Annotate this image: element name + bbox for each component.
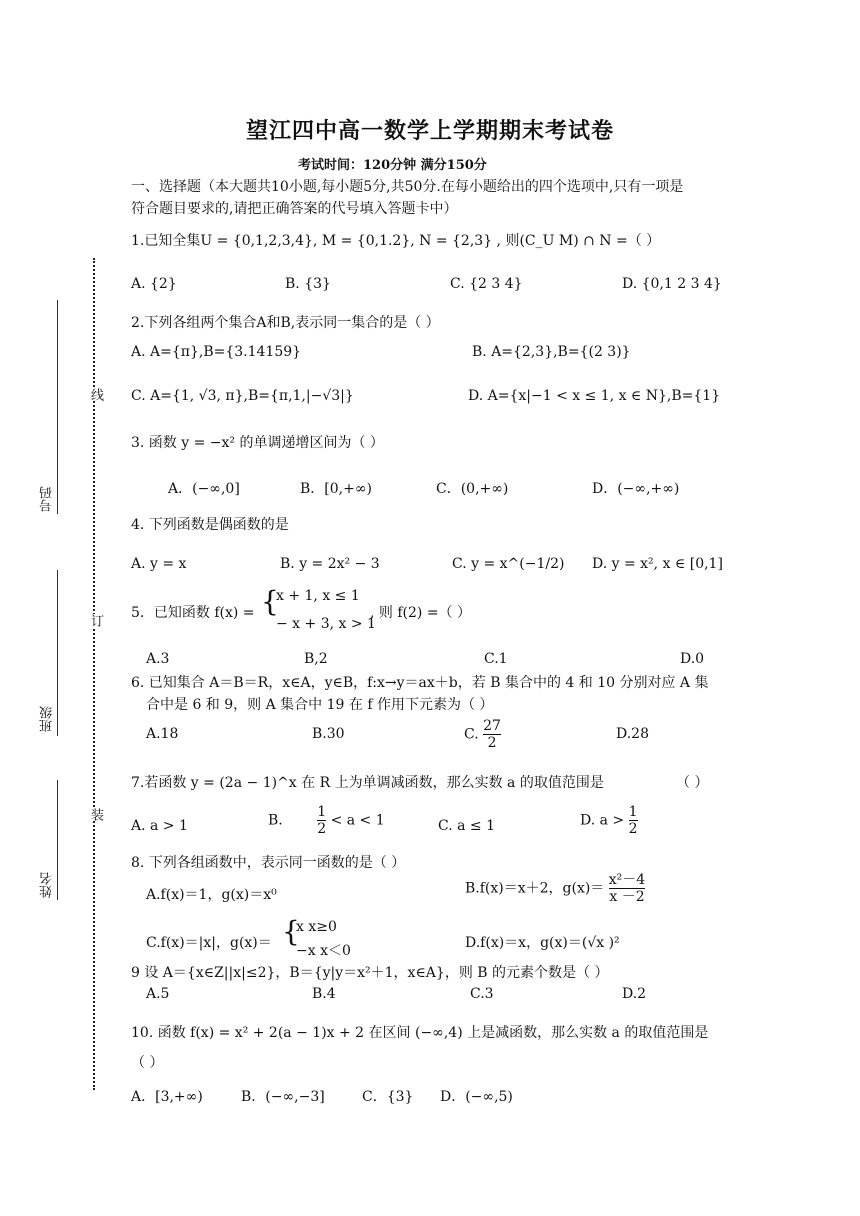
section-intro-line2: 符合题目要求的,请把正确答案的代号填入答题卡中） (131, 201, 458, 217)
q5-option-a[interactable]: A.3 (146, 651, 170, 667)
q8-option-b-fraction (609, 872, 645, 905)
binding-mark-xian: 线 (88, 388, 103, 401)
name-blank[interactable] (57, 780, 58, 900)
q6-stem-line1: 6. 已知集合 A＝B＝R，x∈A，y∈B，f:x→y＝ax＋b，若 B 集合中的 4 和 10 分别对应 A 集 (131, 675, 709, 691)
q1-stem: 1.已知全集U = {0,1,2,3,4}, M = {0,1.2}, N = {2,3} , 则(C_U M) ∩ N =（ ） (131, 233, 661, 249)
q7-option-b-label: B. (268, 812, 283, 829)
class-blank[interactable] (57, 570, 58, 736)
q8-option-c-label[interactable]: C.f(x)＝|x|，g(x)＝ (146, 935, 272, 951)
q6-option-c-label: C. (464, 726, 479, 743)
q5-piece2: − x + 3, x > 1 (276, 616, 376, 632)
q5-brace: { (261, 585, 279, 618)
q9-option-d[interactable]: D.2 (622, 986, 647, 1002)
q8-option-d[interactable]: D.f(x)＝x，g(x)＝(√x )² (465, 935, 620, 951)
q2-option-c[interactable]: C. A={1, √3, π},B={π,1,|−√3|} (131, 388, 354, 404)
q7-option-b-rest: < a < 1 (330, 812, 385, 829)
q7-option-d-label: D. a > (580, 812, 625, 829)
section-intro-line1: 一、选择题（本大题共10小题,每小题5分,共50分.在每小题给出的四个选项中,只有一项是 (131, 179, 684, 195)
binding-mark-zhuang: 装 (88, 808, 103, 821)
q10-option-a[interactable]: A．[3,+∞) (131, 1089, 203, 1105)
q8-option-b-label: B.f(x)＝x＋2，g(x)＝ (465, 880, 605, 897)
q1-option-d[interactable]: D. {0,1 2 3 4} (622, 276, 722, 292)
binding-mark-ding: 订 (88, 614, 103, 627)
q7-b-numerator: 1 (317, 804, 327, 820)
exam-subtitle: 考试时间：120分钟 满分150分 (298, 158, 487, 173)
q6-c-denominator: 2 (487, 735, 497, 751)
q4-stem: 4. 下列函数是偶函数的是 (131, 517, 289, 533)
q9-option-c[interactable]: C.3 (470, 986, 494, 1002)
id-number-blank[interactable] (57, 300, 58, 514)
q4-option-b[interactable]: B. y = 2x² − 3 (280, 556, 380, 572)
q10-option-b[interactable]: B．(−∞,−3] (241, 1089, 325, 1105)
q7-b-denominator: 2 (317, 821, 327, 837)
q6-option-b[interactable]: B.30 (312, 726, 345, 742)
q6-c-numerator: 27 (483, 718, 501, 734)
q10-option-c[interactable]: C．{3} (362, 1089, 414, 1105)
q4-option-a[interactable]: A. y = x (131, 556, 187, 572)
q2-option-a[interactable]: A. A={π},B={3.14159} (131, 344, 302, 360)
q5-piece1: x + 1, x ≤ 1 (276, 588, 360, 604)
q9-option-b[interactable]: B.4 (312, 986, 336, 1002)
id-number-label: 号码 (40, 486, 55, 512)
q10-stem-line1: 10. 函数 f(x) = x² + 2(a − 1)x + 2 在区间 (−∞,4) 上是减函数，那么实数 a 的取值范围是 (131, 1025, 709, 1041)
q4-option-d[interactable]: D. y = x², x ∈ [0,1] (592, 556, 723, 572)
q6-option-d[interactable]: D.28 (616, 726, 649, 742)
q2-option-d[interactable]: D. A={x|−1 < x ≤ 1, x ∈ N},B={1} (468, 388, 721, 404)
q6-stem-line2: 合中是 6 和 9，则 A 集合中 19 在 f 作用下元素为（ ） (146, 697, 494, 713)
q3-stem: 3. 函数 y = −x² 的单调递增区间为（ ） (131, 435, 384, 451)
q3-option-b[interactable]: B．[0,+∞) (300, 481, 372, 497)
q8-option-b[interactable] (465, 872, 645, 905)
q3-option-c[interactable]: C．(0,+∞) (436, 481, 509, 497)
q7-d-denominator: 2 (628, 821, 638, 837)
name-label: 姓名 (40, 872, 55, 898)
q7-option-a[interactable]: A. a > 1 (131, 818, 188, 834)
q5-option-b[interactable]: B,2 (304, 651, 328, 667)
q8-b-numerator: x²－4 (608, 872, 646, 888)
q5-option-c[interactable]: C.1 (484, 651, 508, 667)
q7-option-d-fraction (629, 804, 638, 837)
q8-stem: 8. 下列各组函数中，表示同一函数的是（ ） (131, 855, 406, 871)
q7-answer-paren[interactable]: （ ） (676, 775, 709, 791)
q1-option-a[interactable]: A. {2} (131, 276, 177, 292)
q8-b-denominator: x －2 (609, 889, 645, 905)
class-label: 班级 (40, 706, 55, 732)
q5-stem-suffix: , 则 f(2) =（ ） (370, 605, 471, 621)
binding-dotted-line (93, 258, 95, 1090)
q8-c-brace: { (282, 915, 300, 948)
q7-option-c[interactable]: C. a ≤ 1 (438, 818, 495, 834)
q5-option-d[interactable]: D.0 (680, 651, 705, 667)
q7-option-d[interactable] (580, 804, 638, 837)
q7-stem: 7.若函数 y = (2a − 1)^x 在 R 上为单调减函数，那么实数 a 的取值范围是 (131, 775, 604, 791)
q6-option-c-fraction (483, 718, 501, 751)
q7-option-b[interactable] (268, 804, 385, 837)
q5-stem-prefix: 5．已知函数 f(x) = (131, 605, 255, 621)
exam-title: 望江四中高一数学上学期期末考试卷 (246, 118, 615, 144)
q8-c-piece1: x x≥0 (296, 919, 337, 935)
q7-option-b-fraction (317, 804, 326, 837)
q7-d-numerator: 1 (628, 804, 638, 820)
q8-c-piece2: −x x＜0 (296, 943, 351, 959)
q6-option-a[interactable]: A.18 (146, 726, 179, 742)
q6-option-c[interactable] (464, 718, 501, 751)
q8-option-a[interactable]: A.f(x)＝1，g(x)＝x⁰ (146, 887, 277, 903)
q10-option-d[interactable]: D．(−∞,5) (440, 1089, 513, 1105)
q3-option-d[interactable]: D．(−∞,+∞) (592, 481, 680, 497)
q2-option-b[interactable]: B. A={2,3},B={(2 3)} (472, 344, 631, 360)
q9-stem: 9 设 A＝{x∈Z||x|≤2}，B＝{y|y＝x²＋1，x∈A}，则 B 的元素个数是（ ） (131, 965, 609, 981)
q9-option-a[interactable]: A.5 (146, 986, 170, 1002)
q2-stem: 2.下列各组两个集合A和B,表示同一集合的是（ ） (131, 315, 440, 331)
q1-option-b[interactable]: B. {3} (285, 276, 331, 292)
q3-option-a[interactable]: A．(−∞,0] (168, 481, 240, 497)
q4-option-c[interactable]: C. y = x^(−1/2) (452, 556, 565, 572)
q1-option-c[interactable]: C. {2 3 4} (450, 276, 523, 292)
q10-stem-line2[interactable]: （ ） (131, 1055, 164, 1071)
